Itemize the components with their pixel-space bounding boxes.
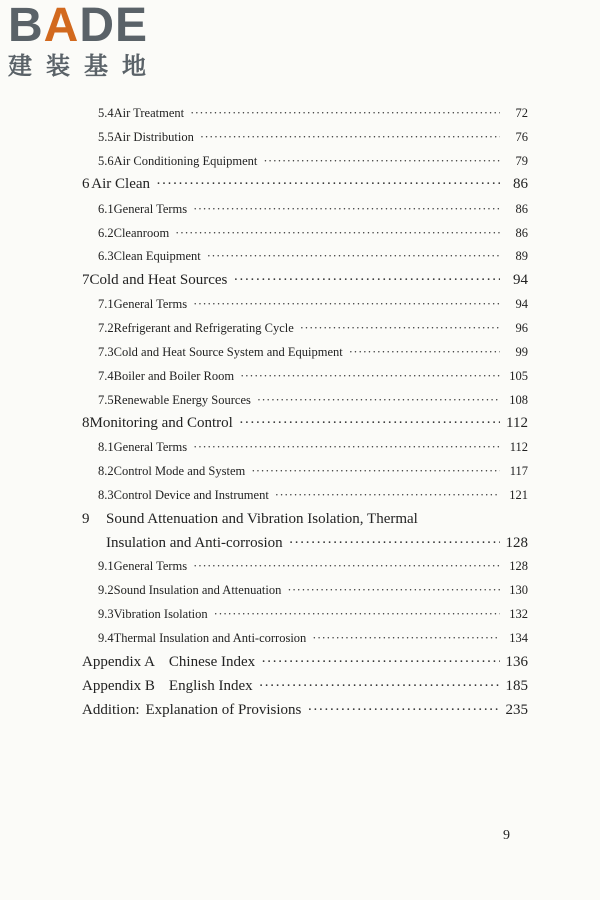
- section-number: 6.3: [98, 249, 114, 263]
- chapter-title: Air Clean: [91, 176, 151, 192]
- page-ref: 94: [515, 297, 528, 311]
- chapter-number: 9: [82, 511, 90, 527]
- section-number: 9.1: [98, 559, 114, 573]
- dot-leader: [200, 130, 500, 145]
- addition-label: Addition:: [82, 702, 140, 718]
- page-number: 9: [503, 828, 510, 843]
- section-number: 7.2: [98, 321, 114, 335]
- chapter-number: 7: [82, 272, 90, 288]
- page-ref: 89: [515, 249, 528, 263]
- section-title: General Terms: [113, 297, 188, 311]
- section-title: Air Distribution: [113, 130, 194, 144]
- section-title: Air Conditioning Equipment: [113, 154, 258, 168]
- bade-logo: [8, 0, 160, 80]
- toc-entry: [98, 106, 528, 121]
- section-title: Cold and Heat Source System and Equipment: [113, 345, 343, 359]
- section-title: Control Device and Instrument: [113, 488, 269, 502]
- section-title: Cleanroom: [113, 226, 170, 240]
- toc-entry: [98, 631, 528, 646]
- page-ref: 96: [515, 321, 528, 335]
- page-ref: 86: [513, 176, 528, 192]
- toc-appendix: [82, 654, 528, 671]
- toc-appendix: [82, 678, 528, 695]
- dot-leader: [175, 226, 500, 241]
- dot-leader: [300, 321, 500, 336]
- toc-entry: [98, 130, 528, 145]
- toc-chapter-first-line: [82, 511, 418, 528]
- page-ref: 235: [505, 702, 528, 718]
- section-title: General Terms: [113, 559, 188, 573]
- addition-title: Explanation of Provisions: [145, 702, 302, 718]
- dot-leader: [251, 464, 500, 479]
- toc-entry: [98, 440, 528, 455]
- page-ref: 128: [505, 535, 528, 551]
- page-ref: 94: [513, 272, 528, 288]
- section-title: Thermal Insulation and Anti-corrosion: [113, 631, 307, 645]
- toc-entry: [98, 583, 528, 598]
- chapter-number: 6: [82, 176, 90, 192]
- toc-entry: [98, 464, 528, 479]
- page-ref: 86: [515, 202, 528, 216]
- toc-entry: [98, 321, 528, 336]
- section-number: 9.2: [98, 583, 114, 597]
- section-number: 9.4: [98, 631, 114, 645]
- page-ref: 132: [509, 607, 528, 621]
- section-title: Clean Equipment: [113, 249, 201, 263]
- toc-entry: [98, 488, 528, 503]
- page-ref: 134: [509, 631, 528, 645]
- dot-leader: [240, 369, 500, 384]
- section-number: 7.5: [98, 393, 114, 407]
- section-title: Control Mode and System: [113, 464, 246, 478]
- page-ref: 112: [506, 415, 528, 431]
- toc-chapter: [106, 535, 528, 552]
- dot-leader: [193, 202, 500, 217]
- chapter-number: 8: [82, 415, 90, 431]
- dot-leader: [289, 535, 500, 552]
- page-ref: 130: [509, 583, 528, 597]
- toc-chapter: [82, 272, 528, 289]
- toc-entry: [98, 154, 528, 169]
- toc-entry: [98, 249, 528, 264]
- page-ref: 185: [505, 678, 528, 694]
- chapter-title: Monitoring and Control: [89, 415, 233, 431]
- section-title: Sound Insulation and Attenuation: [113, 583, 282, 597]
- section-number: 5.5: [98, 130, 114, 144]
- section-title: Refrigerant and Refrigerating Cycle: [113, 321, 294, 335]
- section-number: 7.1: [98, 297, 114, 311]
- section-number: 6.2: [98, 226, 114, 240]
- logo-mark: BADE: [8, 0, 149, 52]
- page-ref: 72: [515, 106, 528, 120]
- toc-entry: [98, 607, 528, 622]
- dot-leader: [261, 654, 499, 671]
- chapter-title: Sound Attenuation and Vibration Isolation, Thermal: [106, 511, 418, 527]
- section-number: 9.3: [98, 607, 114, 621]
- chapter-title: Cold and Heat Sources: [89, 272, 228, 288]
- dot-leader: [275, 488, 500, 503]
- dot-leader: [193, 440, 500, 455]
- toc-entry: [98, 393, 528, 408]
- section-number: 8.3: [98, 488, 114, 502]
- toc-chapter: [82, 176, 528, 193]
- page-ref: 99: [515, 345, 528, 359]
- toc-entry: [98, 559, 528, 574]
- page-ref: 128: [509, 559, 528, 573]
- section-title: Renewable Energy Sources: [113, 393, 251, 407]
- dot-leader: [190, 106, 500, 121]
- dot-leader: [307, 702, 499, 719]
- toc-addition: [82, 702, 528, 719]
- dot-leader: [233, 272, 500, 289]
- page-ref: 117: [509, 464, 528, 478]
- page-ref: 136: [505, 654, 528, 670]
- dot-leader: [259, 678, 500, 695]
- appendix-title: Chinese Index: [168, 654, 256, 670]
- dot-leader: [193, 297, 500, 312]
- logo-subtitle: 建装基地: [8, 52, 160, 80]
- appendix-title: English Index: [168, 678, 253, 694]
- section-number: 7.4: [98, 369, 114, 383]
- toc-entry: [98, 345, 528, 360]
- page-ref: 121: [509, 488, 528, 502]
- section-title: General Terms: [113, 440, 188, 454]
- section-number: 8.1: [98, 440, 114, 454]
- dot-leader: [239, 415, 500, 432]
- section-number: 7.3: [98, 345, 114, 359]
- section-number: 5.4: [98, 106, 114, 120]
- section-number: 5.6: [98, 154, 114, 168]
- section-number: 8.2: [98, 464, 114, 478]
- toc-entry: [98, 226, 528, 241]
- dot-leader: [287, 583, 500, 598]
- section-title: General Terms: [113, 202, 188, 216]
- toc-entry: [98, 297, 528, 312]
- toc-chapter: [82, 415, 528, 432]
- dot-leader: [263, 154, 500, 169]
- section-title: Boiler and Boiler Room: [113, 369, 235, 383]
- page-ref: 105: [509, 369, 528, 383]
- appendix-label: Appendix B: [82, 678, 155, 694]
- dot-leader: [207, 249, 500, 264]
- dot-leader: [349, 345, 500, 360]
- page-ref: 112: [509, 440, 528, 454]
- toc-entry: [98, 369, 528, 384]
- logo-accent-letter: A: [43, 0, 80, 52]
- section-number: 6.1: [98, 202, 114, 216]
- page-ref: 108: [509, 393, 528, 407]
- appendix-label: Appendix A: [82, 654, 155, 670]
- toc-entry: [98, 202, 528, 217]
- dot-leader: [193, 559, 500, 574]
- section-title: Vibration Isolation: [113, 607, 208, 621]
- dot-leader: [257, 393, 500, 408]
- page-ref: 86: [515, 226, 528, 240]
- page-ref: 76: [515, 130, 528, 144]
- dot-leader: [214, 607, 500, 622]
- section-title: Air Treatment: [113, 106, 185, 120]
- page-ref: 79: [515, 154, 528, 168]
- chapter-title-continued: Insulation and Anti-corrosion: [106, 535, 283, 551]
- dot-leader: [156, 176, 500, 193]
- dot-leader: [312, 631, 500, 646]
